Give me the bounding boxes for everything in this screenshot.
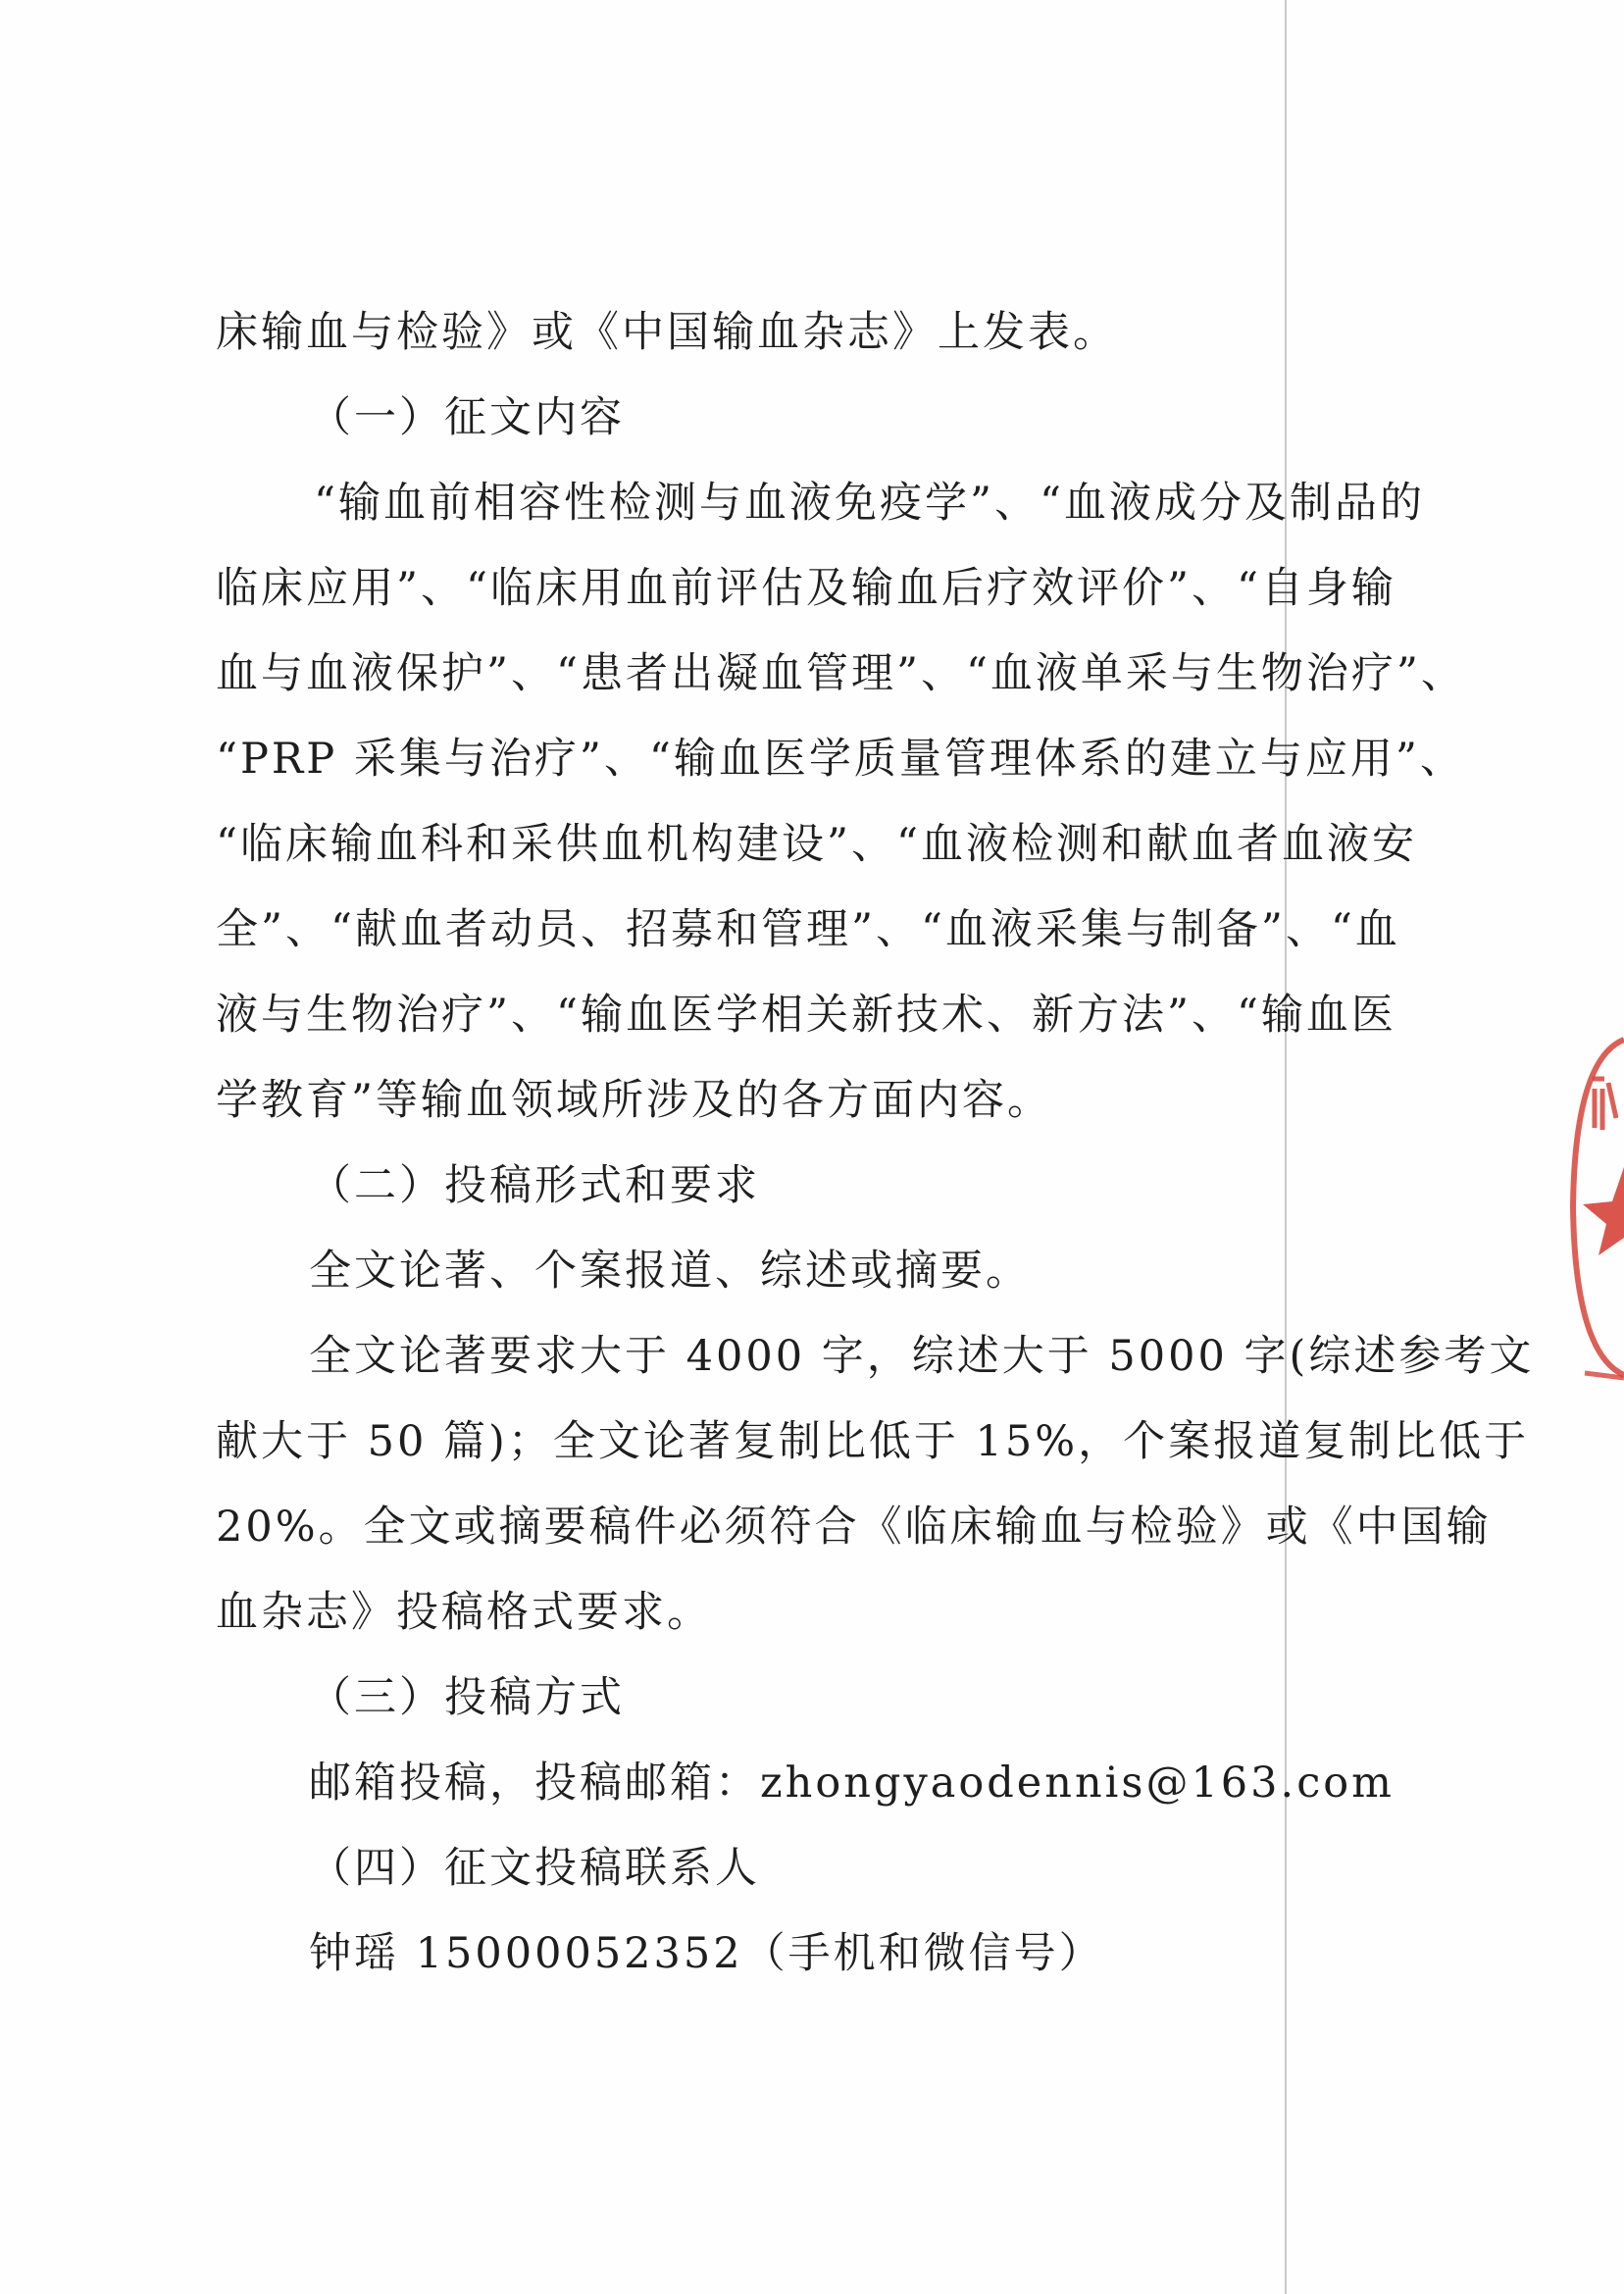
paragraph-line: “PRP 采集与治疗”、“输血医学质量管理体系的建立与应用”、 xyxy=(216,735,1465,784)
contact-line: 钟瑶 15000052352（手机和微信号） xyxy=(309,1929,1104,1978)
paragraph-line: “输血前相容性检测与血液免疫学”、“血液成分及制品的 xyxy=(314,479,1425,528)
paragraph-line: 全文论著、个案报道、综述或摘要。 xyxy=(309,1247,1031,1296)
paragraph-line: “临床输血科和采供血机构建设”、“血液检测和献血者血液安 xyxy=(216,820,1417,869)
paragraph-line: 血杂志》投稿格式要求。 xyxy=(216,1588,712,1637)
paragraph-line: 临床应用”、“临床用血前评估及输血后疗效评价”、“自身输 xyxy=(216,564,1396,613)
official-seal-fragment xyxy=(1565,1020,1624,1393)
submission-email-line: 邮箱投稿，投稿邮箱：zhongyaodennis@163.com xyxy=(309,1759,1395,1808)
paragraph-line: 献大于 50 篇)；全文论著复制比低于 15%，个案报道复制比低于 xyxy=(216,1417,1530,1466)
paragraph-line: 液与生物治疗”、“输血医学相关新技术、新方法”、“输血医 xyxy=(216,991,1396,1040)
paragraph-line: 血与血液保护”、“患者出凝血管理”、“血液单采与生物治疗”、 xyxy=(216,649,1466,698)
paragraph-line: 学教育”等输血领域所涉及的各方面内容。 xyxy=(216,1076,1052,1125)
line-continuation: 床输血与检验》或《中国输血杂志》上发表。 xyxy=(216,308,1118,357)
document-body xyxy=(216,290,1535,1997)
paragraph-line: 全文论著要求大于 4000 字，综述大于 5000 字(综述参考文 xyxy=(309,1332,1535,1381)
section-heading-1: （一）征文内容 xyxy=(309,393,625,442)
paragraph-line: 20%。全文或摘要稿件必须符合《临床输血与检验》或《中国输 xyxy=(216,1503,1492,1552)
section-heading-3: （三）投稿方式 xyxy=(309,1673,625,1722)
section-heading-2: （二）投稿形式和要求 xyxy=(309,1161,760,1210)
paragraph-line: 全”、“献血者动员、招募和管理”、“血液采集与制备”、“血 xyxy=(216,905,1400,954)
section-heading-4: （四）征文投稿联系人 xyxy=(309,1844,760,1893)
